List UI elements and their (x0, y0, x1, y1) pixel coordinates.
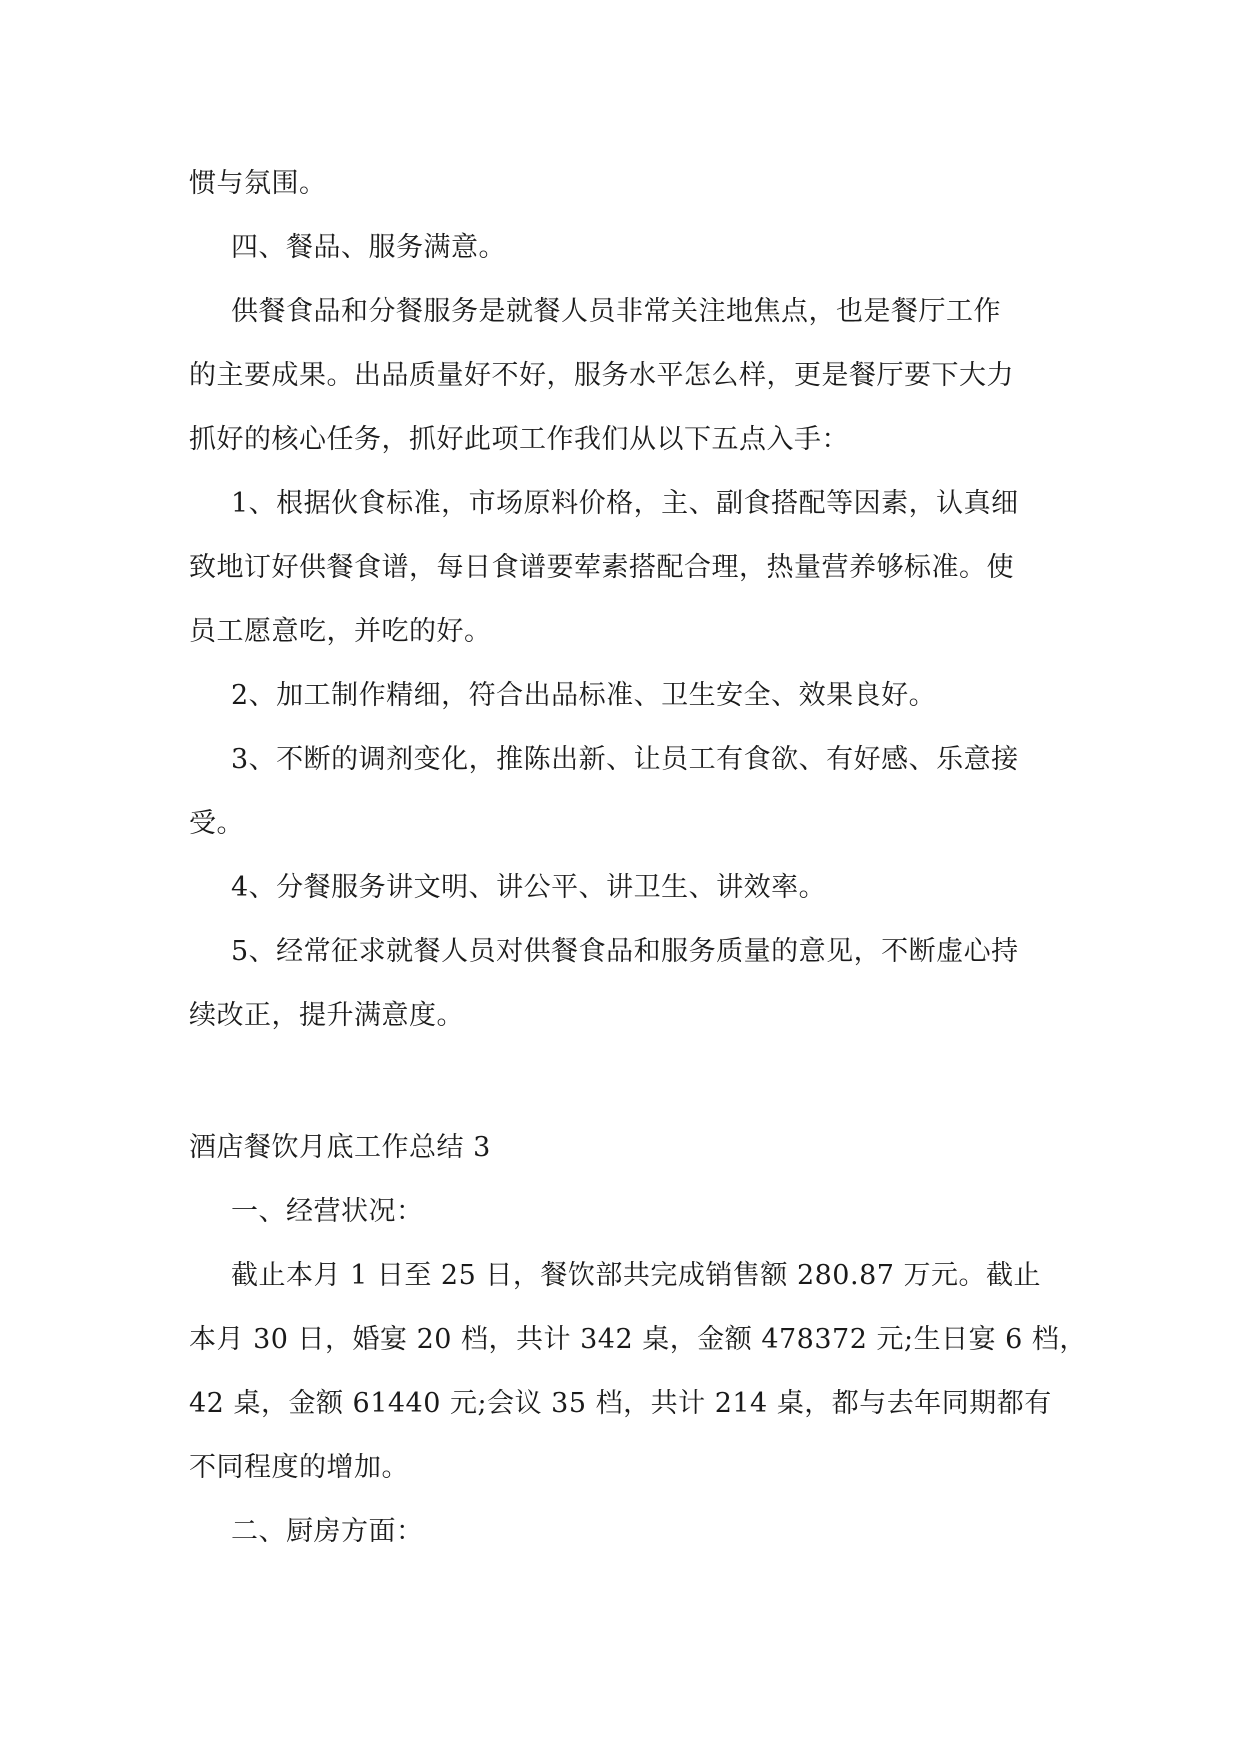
list-item-line: 5、经常征求就餐人员对供餐食品和服务质量的意见，不断虚心持 (231, 936, 1019, 967)
list-item-line: 3、不断的调剂变化，推陈出新、让员工有食欲、有好感、乐意接 (231, 744, 1019, 775)
paragraph-line: 抓好的核心任务，抓好此项工作我们从以下五点入手： (189, 424, 849, 455)
list-item-line: 员工愿意吃，并吃的好。 (189, 616, 492, 647)
list-item-line: 4、分餐服务讲文明、讲公平、讲卫生、讲效率。 (231, 872, 827, 903)
paragraph-line: 本月 30 日，婚宴 20 档，共计 342 桌，金额 478372 元;生日宴 6 档， (189, 1324, 1087, 1355)
section-heading: 一、经营状况： (231, 1196, 424, 1227)
paragraph-line: 截止本月 1 日至 25 日，餐饮部共完成销售额 280.87 万元。截止 (231, 1260, 1042, 1291)
document-title: 酒店餐饮月底工作总结 3 (189, 1132, 491, 1163)
list-item-line: 1、根据伙食标准，市场原料价格，主、副食搭配等因素，认真细 (231, 488, 1019, 519)
paragraph-line: 的主要成果。出品质量好不好，服务水平怎么样，更是餐厅要下大力 (189, 360, 1014, 391)
list-item-line: 致地订好供餐食谱，每日食谱要荤素搭配合理，热量营养够标准。使 (189, 552, 1014, 583)
paragraph-line: 惯与氛围。 (189, 168, 327, 199)
paragraph-line: 42 桌，金额 61440 元;会议 35 档，共计 214 桌，都与去年同期都有 (189, 1388, 1052, 1419)
list-item-line: 续改正，提升满意度。 (189, 1000, 464, 1031)
list-item-line: 2、加工制作精细，符合出品标准、卫生安全、效果良好。 (231, 680, 937, 711)
paragraph-line: 不同程度的增加。 (189, 1452, 409, 1483)
section-heading: 二、厨房方面： (231, 1516, 424, 1547)
section-heading: 四、餐品、服务满意。 (231, 232, 506, 263)
list-item-line: 受。 (189, 808, 244, 839)
paragraph-line: 供餐食品和分餐服务是就餐人员非常关注地焦点，也是餐厅工作 (231, 296, 1001, 327)
